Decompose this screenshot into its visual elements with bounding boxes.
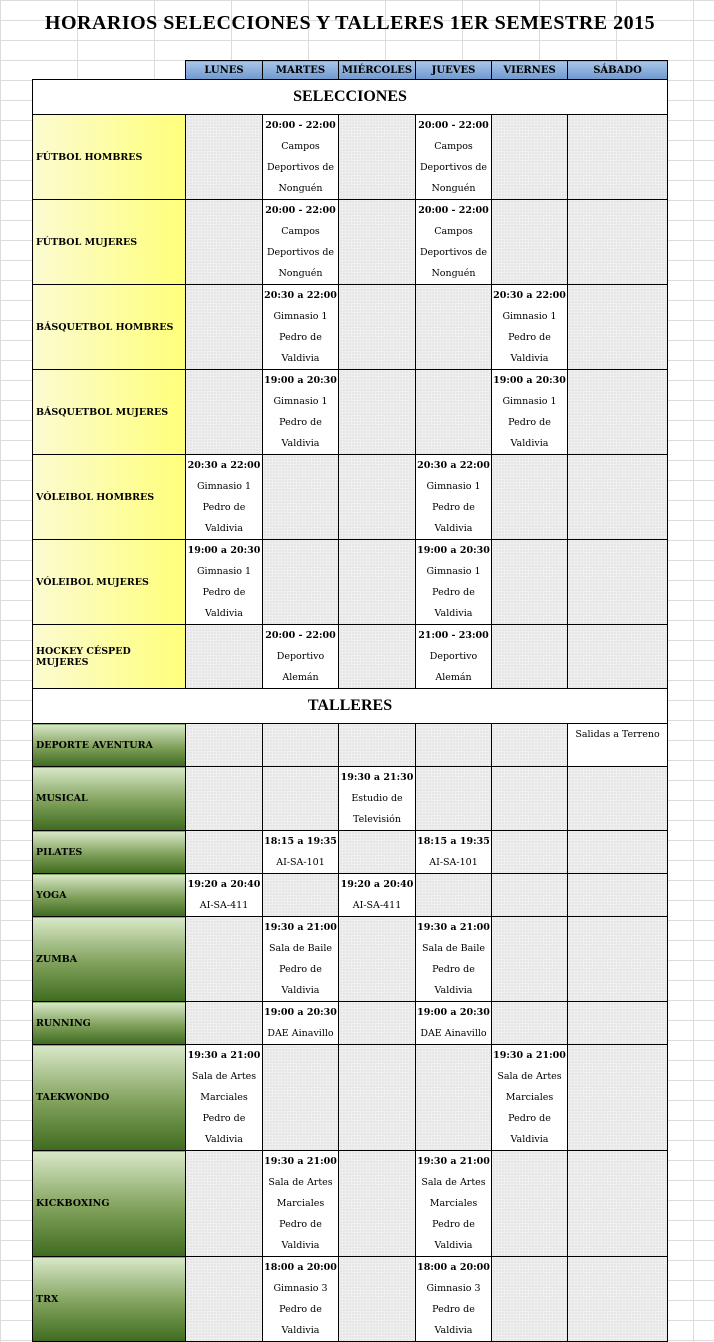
section-title: TALLERES — [33, 689, 668, 724]
empty-slot — [186, 370, 263, 455]
empty-slot — [186, 724, 263, 767]
empty-slot — [339, 1045, 416, 1151]
slot-time: 19:20 a 20:40 — [187, 879, 261, 890]
schedule-slot — [416, 625, 492, 689]
empty-slot — [568, 1151, 668, 1257]
empty-slot — [492, 455, 568, 540]
schedule-slot — [416, 1257, 492, 1342]
empty-slot — [263, 874, 339, 917]
empty-slot — [263, 767, 339, 831]
activity-name: DEPORTE AVENTURA — [33, 724, 186, 767]
slot-time: 19:00 a 20:30 — [417, 545, 490, 556]
schedule-slot — [186, 540, 263, 625]
slot-time: 19:30 a 21:00 — [417, 1156, 490, 1167]
slot-time: 19:00 a 20:30 — [493, 375, 566, 386]
slot-place: Campos Deportivos de Nonguén — [266, 226, 335, 279]
section-title: SELECCIONES — [33, 80, 668, 115]
empty-slot — [339, 1257, 416, 1342]
activity-row — [33, 115, 668, 200]
slot-time: 20:00 - 22:00 — [265, 120, 336, 131]
schedule-slot — [263, 1151, 339, 1257]
schedule-slot — [263, 831, 339, 874]
activity-row — [33, 917, 668, 1002]
empty-slot — [416, 285, 492, 370]
activity-name: FÚTBOL HOMBRES — [33, 115, 186, 200]
empty-slot — [186, 115, 263, 200]
day-header: JUEVES — [416, 61, 492, 80]
empty-slot — [492, 200, 568, 285]
empty-slot — [186, 285, 263, 370]
empty-slot — [568, 625, 668, 689]
schedule-slot — [416, 1151, 492, 1257]
empty-slot — [492, 115, 568, 200]
activity-name: HOCKEY CÉSPED MUJERES — [33, 625, 186, 689]
schedule-slot — [339, 874, 416, 917]
empty-slot — [263, 1045, 339, 1151]
empty-slot — [492, 625, 568, 689]
slot-time: 18:15 a 19:35 — [417, 836, 490, 847]
activity-row — [33, 540, 668, 625]
schedule-slot — [568, 724, 668, 767]
slot-place: Gimnasio 1 Pedro de Valdivia — [196, 481, 252, 534]
activity-row — [33, 767, 668, 831]
empty-slot — [568, 540, 668, 625]
empty-slot — [568, 370, 668, 455]
empty-slot — [339, 200, 416, 285]
page-title: HORARIOS SELECCIONES Y TALLERES 1ER SEMESTRE 2015 — [44, 12, 656, 34]
slot-time: 20:00 - 22:00 — [265, 205, 336, 216]
empty-slot — [416, 874, 492, 917]
activity-row — [33, 370, 668, 455]
slot-time: 20:30 a 22:00 — [264, 290, 337, 301]
schedule-slot — [263, 1257, 339, 1342]
slot-place: Campos Deportivos de Nonguén — [419, 141, 488, 194]
slot-place: Deportivo Alemán — [276, 651, 325, 683]
empty-slot — [568, 1002, 668, 1045]
slot-place: Deportivo Alemán — [429, 651, 478, 683]
empty-slot — [339, 370, 416, 455]
activity-name: KICKBOXING — [33, 1151, 186, 1257]
empty-slot — [339, 115, 416, 200]
empty-slot — [339, 540, 416, 625]
day-header: LUNES — [186, 61, 263, 80]
slot-place: Gimnasio 1 Pedro de Valdivia — [196, 566, 252, 619]
schedule-slot — [263, 917, 339, 1002]
slot-time: 19:00 a 20:30 — [264, 1007, 337, 1018]
schedule-slot — [492, 370, 568, 455]
slot-time: 18:00 a 20:00 — [417, 1262, 490, 1273]
slot-place: Gimnasio 1 Pedro de Valdivia — [426, 566, 481, 619]
slot-place: Gimnasio 1 Pedro de Valdivia — [273, 311, 328, 364]
activity-name: ZUMBA — [33, 917, 186, 1002]
schedule-slot — [263, 285, 339, 370]
empty-slot — [492, 1002, 568, 1045]
schedule-slot — [263, 200, 339, 285]
activity-name: FÚTBOL MUJERES — [33, 200, 186, 285]
slot-place: Campos Deportivos de Nonguén — [419, 226, 488, 279]
schedule-table — [32, 60, 668, 1342]
schedule-slot — [186, 455, 263, 540]
activity-row — [33, 724, 668, 767]
schedule-slot — [263, 1002, 339, 1045]
activity-name: VÓLEIBOL MUJERES — [33, 540, 186, 625]
empty-slot — [186, 767, 263, 831]
slot-time: 19:00 a 20:30 — [187, 545, 261, 556]
activity-row — [33, 625, 668, 689]
activity-row — [33, 1045, 668, 1151]
section-row — [33, 689, 668, 724]
schedule-slot — [263, 115, 339, 200]
empty-slot — [568, 767, 668, 831]
empty-slot — [339, 455, 416, 540]
day-header-row — [33, 61, 668, 80]
slot-place: Gimnasio 3 Pedro de Valdivia — [426, 1283, 481, 1336]
slot-time: 19:30 a 21:00 — [493, 1050, 566, 1061]
schedule-slot — [416, 115, 492, 200]
slot-time: 19:00 a 20:30 — [417, 1007, 490, 1018]
empty-slot — [568, 1257, 668, 1342]
empty-slot — [339, 831, 416, 874]
schedule-slot — [416, 540, 492, 625]
schedule-slot — [416, 917, 492, 1002]
activity-row — [33, 455, 668, 540]
empty-slot — [339, 917, 416, 1002]
activity-name: MUSICAL — [33, 767, 186, 831]
empty-slot — [186, 200, 263, 285]
empty-slot — [492, 874, 568, 917]
empty-slot — [263, 540, 339, 625]
slot-time: 19:00 a 20:30 — [264, 375, 337, 386]
activity-row — [33, 874, 668, 917]
empty-slot — [492, 1257, 568, 1342]
empty-slot — [186, 625, 263, 689]
slot-time: 20:00 - 22:00 — [265, 630, 336, 641]
slot-place: Gimnasio 1 Pedro de Valdivia — [273, 396, 328, 449]
schedule-slot — [416, 1002, 492, 1045]
schedule-slot — [416, 200, 492, 285]
empty-slot — [263, 724, 339, 767]
slot-place: Sala de Artes Marciales Pedro de Valdivia — [268, 1177, 333, 1251]
empty-slot — [492, 831, 568, 874]
slot-place: DAE Ainavillo — [420, 1028, 487, 1039]
activity-name: TAEKWONDO — [33, 1045, 186, 1151]
empty-slot — [186, 1257, 263, 1342]
slot-place: Sala de Baile Pedro de Valdivia — [269, 943, 332, 996]
empty-slot — [339, 1151, 416, 1257]
schedule-slot — [186, 874, 263, 917]
empty-slot — [416, 1045, 492, 1151]
slot-time: 19:30 a 21:30 — [340, 772, 414, 783]
slot-place: Sala de Artes Marciales Pedro de Valdivia — [191, 1071, 257, 1145]
slot-place: Sala de Baile Pedro de Valdivia — [422, 943, 485, 996]
slot-time: 19:30 a 21:00 — [417, 922, 490, 933]
slot-time: 18:00 a 20:00 — [264, 1262, 337, 1273]
schedule-slot — [339, 767, 416, 831]
empty-slot — [492, 917, 568, 1002]
empty-slot — [568, 455, 668, 540]
empty-slot — [339, 285, 416, 370]
day-header: MIÉRCOLES — [339, 61, 416, 80]
empty-slot — [416, 724, 492, 767]
slot-place: Sala de Artes Marciales Pedro de Valdivia — [421, 1177, 486, 1251]
slot-place: Gimnasio 1 Pedro de Valdivia — [502, 396, 557, 449]
activity-name: BÁSQUETBOL MUJERES — [33, 370, 186, 455]
empty-slot — [186, 1151, 263, 1257]
slot-time: 19:30 a 21:00 — [187, 1050, 261, 1061]
slot-time: 20:00 - 22:00 — [418, 205, 489, 216]
day-header: VIERNES — [492, 61, 568, 80]
empty-slot — [416, 767, 492, 831]
activity-row — [33, 831, 668, 874]
activity-name: BÁSQUETBOL HOMBRES — [33, 285, 186, 370]
slot-time: 21:00 - 23:00 — [418, 630, 489, 641]
activity-name: VÓLEIBOL HOMBRES — [33, 455, 186, 540]
slot-place: AI-SA-101 — [429, 857, 478, 868]
slot-time: 18:15 a 19:35 — [264, 836, 337, 847]
empty-slot — [186, 917, 263, 1002]
schedule-slot — [263, 370, 339, 455]
schedule-slot — [186, 1045, 263, 1151]
schedule-slot — [492, 1045, 568, 1151]
slot-place: Estudio de Televisión — [351, 793, 403, 825]
empty-slot — [263, 455, 339, 540]
slot-time: 19:30 a 21:00 — [264, 922, 337, 933]
slot-time: 20:30 a 22:00 — [187, 460, 261, 471]
slot-time: 20:30 a 22:00 — [493, 290, 566, 301]
empty-slot — [186, 831, 263, 874]
slot-place: Gimnasio 3 Pedro de Valdivia — [273, 1283, 328, 1336]
activity-row — [33, 285, 668, 370]
activity-name: YOGA — [33, 874, 186, 917]
slot-place: Sala de Artes Marciales Pedro de Valdivia — [497, 1071, 562, 1145]
slot-time: 19:30 a 21:00 — [264, 1156, 337, 1167]
empty-slot — [492, 540, 568, 625]
activity-name: PILATES — [33, 831, 186, 874]
empty-slot — [568, 1045, 668, 1151]
slot-time: 20:30 a 22:00 — [417, 460, 490, 471]
slot-place: Salidas a Terreno — [575, 729, 660, 740]
day-header: MARTES — [263, 61, 339, 80]
slot-place: Campos Deportivos de Nonguén — [266, 141, 335, 194]
slot-place: DAE Ainavillo — [267, 1028, 334, 1039]
empty-slot — [186, 1002, 263, 1045]
activity-row — [33, 200, 668, 285]
activity-row — [33, 1151, 668, 1257]
schedule-slot — [416, 831, 492, 874]
empty-slot — [568, 115, 668, 200]
slot-place: AI-SA-101 — [276, 857, 325, 868]
empty-slot — [568, 874, 668, 917]
empty-slot — [339, 724, 416, 767]
empty-slot — [568, 200, 668, 285]
schedule-slot — [416, 455, 492, 540]
empty-slot — [492, 1151, 568, 1257]
slot-place: Gimnasio 1 Pedro de Valdivia — [502, 311, 557, 364]
activity-row — [33, 1002, 668, 1045]
schedule-slot — [263, 625, 339, 689]
day-header: SÁBADO — [568, 61, 668, 80]
slot-place: AI-SA-411 — [352, 900, 402, 911]
empty-slot — [568, 831, 668, 874]
empty-slot — [568, 285, 668, 370]
slot-place: AI-SA-411 — [199, 900, 249, 911]
empty-slot — [416, 370, 492, 455]
slot-time: 20:00 - 22:00 — [418, 120, 489, 131]
slot-place: Gimnasio 1 Pedro de Valdivia — [426, 481, 481, 534]
section-row — [33, 80, 668, 115]
empty-slot — [339, 1002, 416, 1045]
empty-slot — [492, 724, 568, 767]
empty-slot — [568, 917, 668, 1002]
slot-time: 19:20 a 20:40 — [340, 879, 414, 890]
schedule-slot — [492, 285, 568, 370]
header-spacer — [33, 61, 186, 80]
empty-slot — [492, 767, 568, 831]
activity-name: TRX — [33, 1257, 186, 1342]
empty-slot — [339, 625, 416, 689]
activity-name: RUNNING — [33, 1002, 186, 1045]
activity-row — [33, 1257, 668, 1342]
